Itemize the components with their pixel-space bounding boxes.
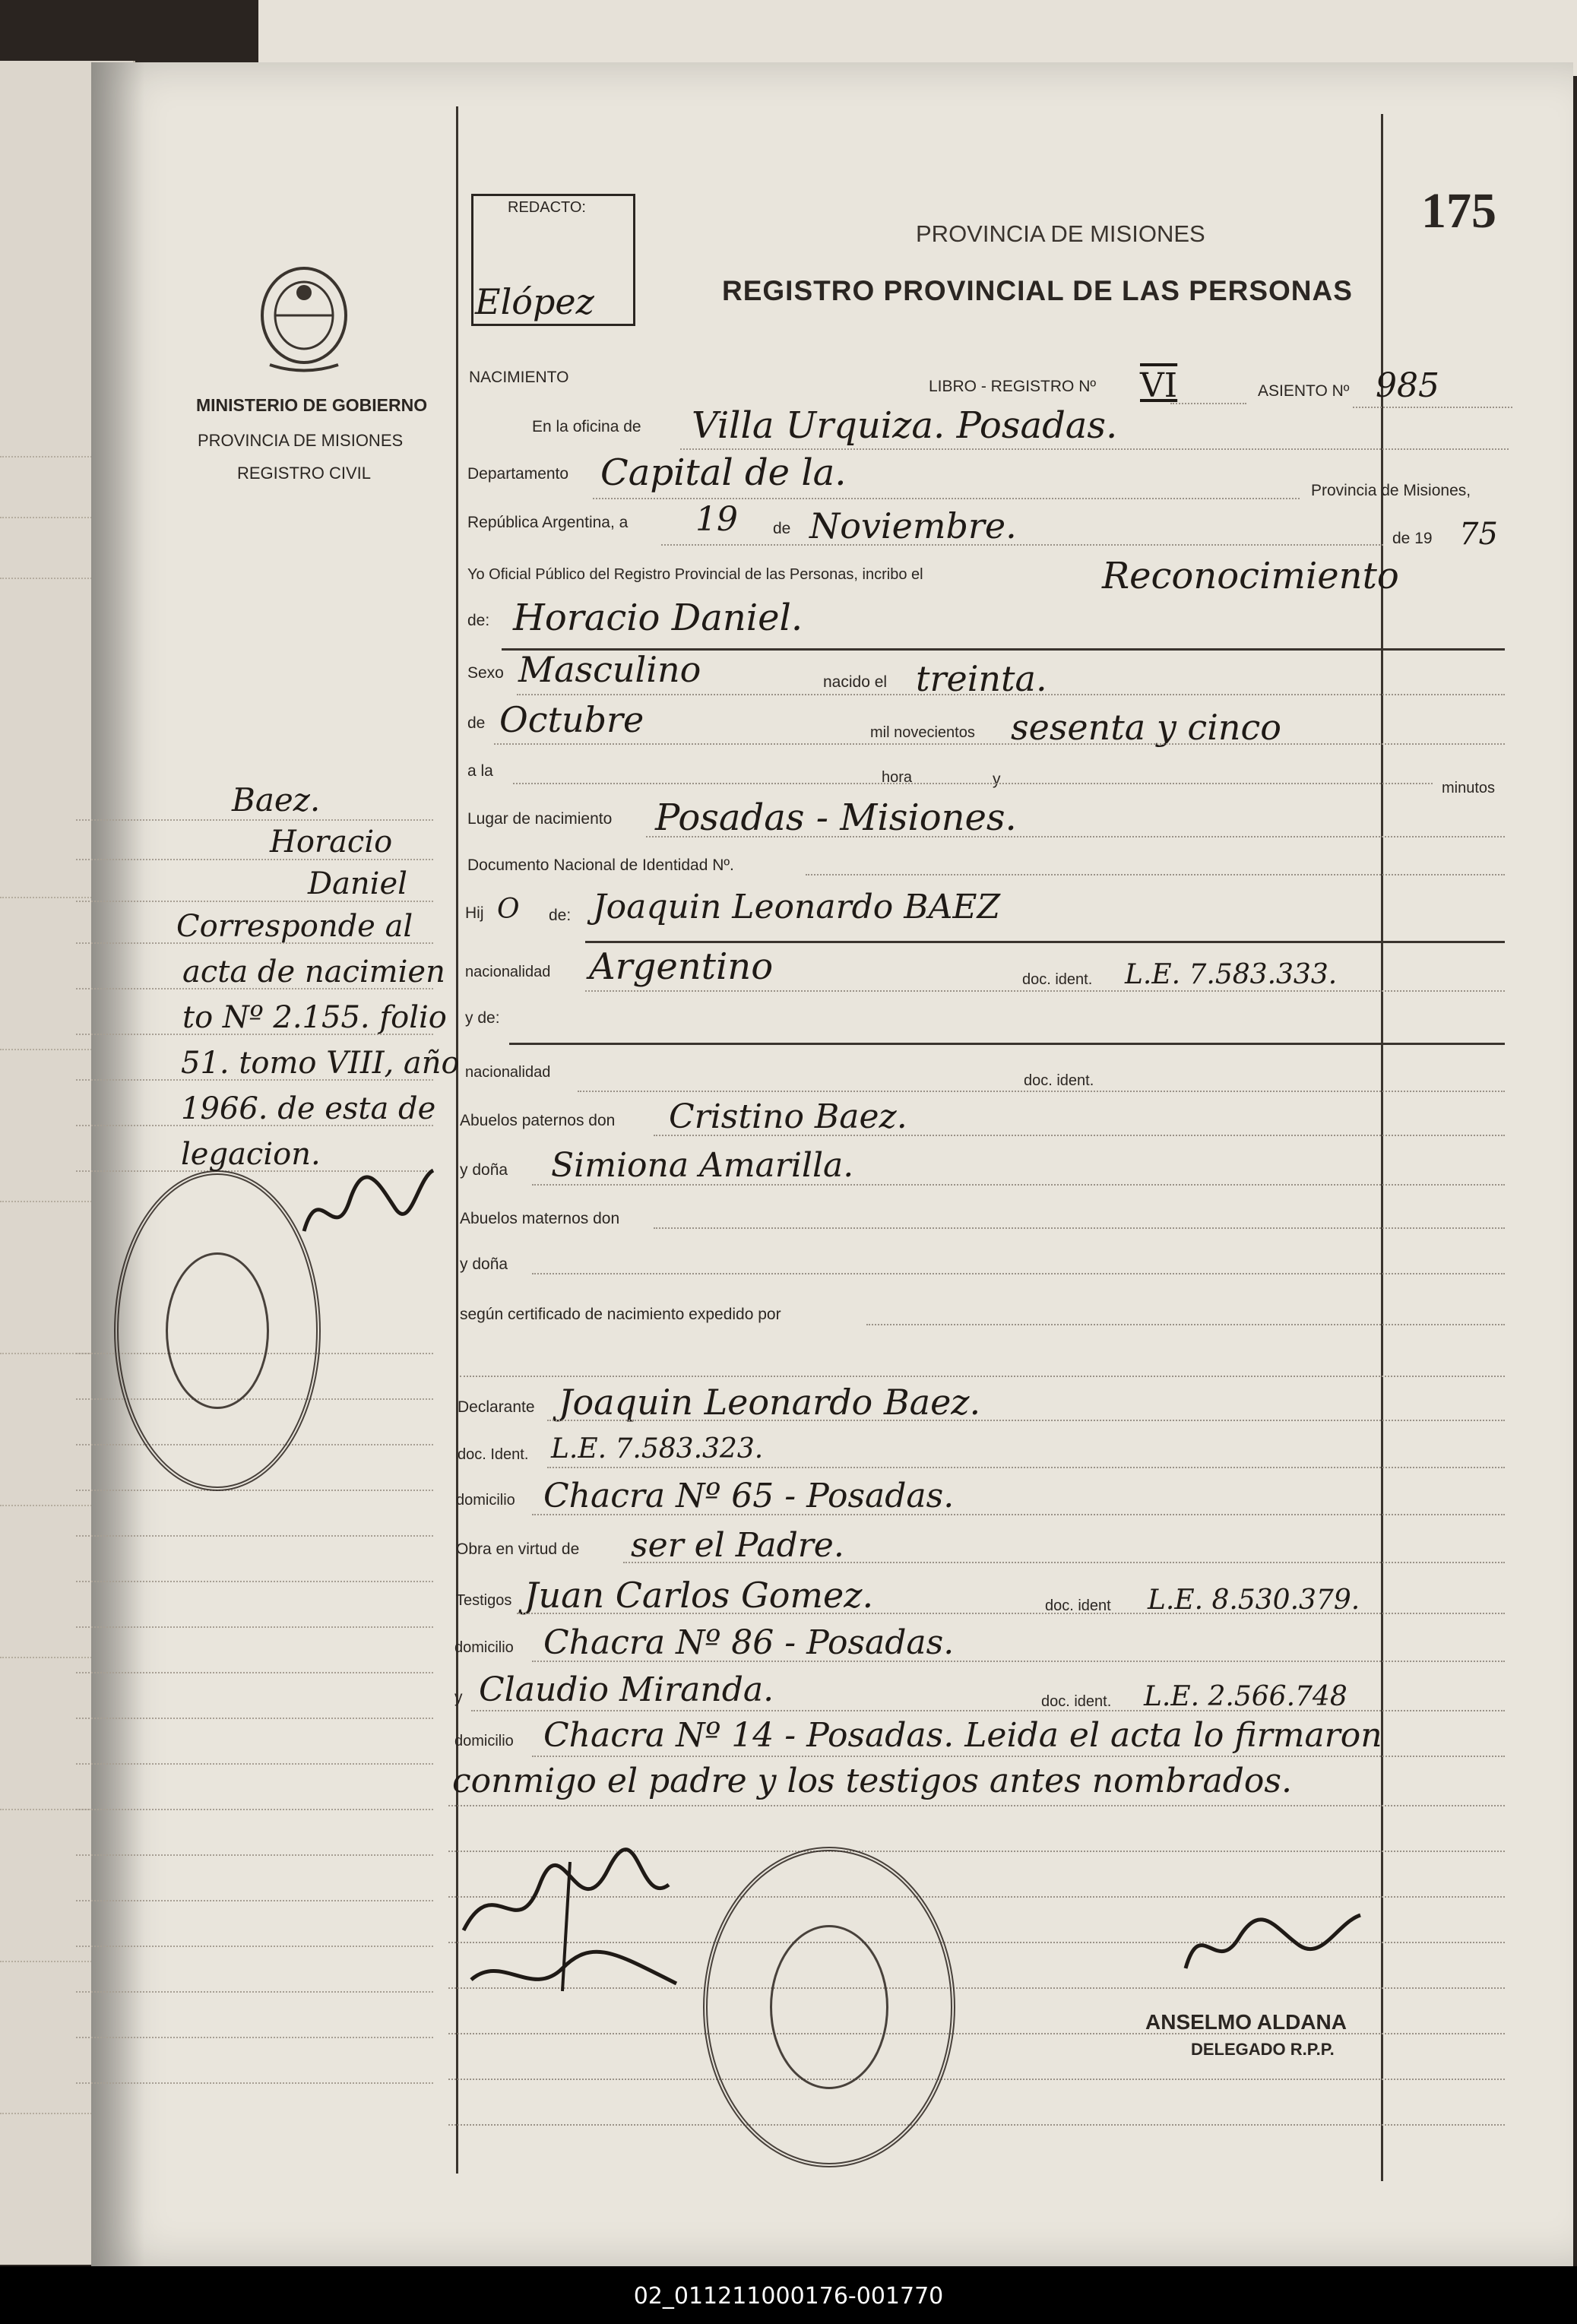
docid-value: L.E. 7.583.323. [551, 1433, 764, 1464]
doc-label: doc. ident. [1022, 971, 1093, 988]
ministry-line3: REGISTRO CIVIL [237, 464, 372, 483]
republica-label: República Argentina, a [467, 514, 629, 531]
y-label: y [993, 771, 1001, 788]
month-value: Noviembre. [809, 505, 1017, 546]
domicilio2-value: Chacra Nº 86 - Posadas. [543, 1623, 955, 1662]
dni-label: Documento Nacional de Identidad Nº. [467, 856, 734, 874]
yde-label: y de: [465, 1009, 500, 1027]
margin-signature-icon [289, 1163, 441, 1254]
de2-label: de: [467, 612, 490, 629]
mes-value: Octubre [499, 699, 644, 740]
ministry-line1: MINISTERIO DE GOBIERNO [196, 395, 428, 415]
domicilio3-label: domicilio [454, 1733, 514, 1749]
redacto-signature: Elópez [475, 281, 594, 322]
declarante-label: Declarante [458, 1398, 535, 1416]
declarante-value: Joaquin Leonardo Baez. [559, 1382, 981, 1423]
provincia-label: Provincia de Misiones, [1311, 482, 1471, 499]
officer-signature-icon [1170, 1900, 1368, 1991]
asiento-value: 985 [1376, 366, 1439, 405]
padre-value: Joaquin Leonardo BAEZ [593, 888, 1001, 926]
margin-note-line-8: 1966. de esta de [181, 1091, 436, 1126]
lugar-label: Lugar de nacimiento [467, 810, 613, 828]
dona2-label: y doña [460, 1255, 508, 1273]
document-id: 02_011211000176-001770 [633, 2283, 944, 2310]
testigos-label: Testigos [456, 1592, 512, 1609]
doc3-label: doc. ident [1045, 1597, 1111, 1614]
nac-label: nacionalidad [465, 964, 551, 980]
sexo-label: Sexo [467, 664, 504, 682]
nacido-value: treinta. [916, 658, 1047, 699]
abuelo-p-value: Cristino Baez. [669, 1097, 907, 1136]
ala-label: a la [467, 762, 493, 780]
abuela-p-value: Simiona Amarilla. [551, 1146, 854, 1185]
oficina-label: En la oficina de [532, 418, 641, 435]
doc2-label: doc. ident. [1024, 1072, 1094, 1089]
domicilio-value: Chacra Nº 65 - Posadas. [543, 1477, 955, 1515]
oficial-label: Yo Oficial Público del Registro Provincial de las Personas, incribo el [467, 566, 923, 583]
anio-value: sesenta y cinco [1011, 707, 1281, 748]
hijo-label: Hij [465, 904, 484, 922]
year-value: 75 [1459, 517, 1498, 552]
doc4-label: doc. ident. [1041, 1693, 1112, 1710]
domicilio-label: domicilio [456, 1492, 515, 1509]
testigo1-doc: L.E. 8.530.379. [1148, 1585, 1360, 1616]
y2-label: y [454, 1689, 463, 1706]
name-value: Horacio Daniel. [513, 597, 803, 639]
testigo1-value: Juan Carlos Gomez. [524, 1575, 874, 1616]
margin-note-line-9: legacion. [181, 1137, 321, 1172]
officer-title: DELEGADO R.P.P. [1191, 2040, 1335, 2059]
page-fold-shadow [91, 62, 144, 2266]
official-stamp-bottom [703, 1847, 955, 2167]
closing-value: conmigo el padre y los testigos antes nombrados. [452, 1762, 1292, 1800]
day-value: 19 [695, 500, 738, 539]
registry-title: REGISTRO PROVINCIAL DE LAS PERSONAS [722, 275, 1353, 306]
abuelos-m-label: Abuelos maternos don [460, 1210, 620, 1227]
departamento-value: Capital de la. [600, 451, 847, 494]
margin-note-line-4: Corresponde al [176, 909, 413, 944]
testigo2-doc: L.E. 2.566.748 [1144, 1681, 1347, 1712]
margin-note-line-1: Baez. [232, 781, 321, 818]
segun-label: según certificado de nacimiento expedido por [460, 1306, 781, 1323]
departamento-label: Departamento [467, 465, 569, 483]
mil-label: mil novecientos [870, 724, 975, 741]
libro-label: LIBRO - REGISTRO Nº [929, 378, 1097, 395]
nac2-label: nacionalidad [465, 1064, 551, 1081]
redacto-label: REDACTO: [508, 199, 586, 216]
de4-label: de: [549, 907, 572, 924]
nacido-label: nacido el [823, 673, 888, 691]
folio-number: 175 [1421, 183, 1496, 239]
margin-note-line-3: Daniel [308, 866, 407, 901]
hijo-suffix: O [497, 894, 520, 925]
margin-note-line-7: 51. tomo VIII, año [181, 1046, 460, 1081]
act-value: Reconocimiento [1102, 555, 1399, 597]
obra-value: ser el Padre. [631, 1526, 844, 1565]
year-label: de 19 [1392, 530, 1433, 547]
obra-label: Obra en virtud de [456, 1540, 580, 1558]
signatures-icon [448, 1839, 707, 2006]
domicilio2-label: domicilio [454, 1639, 514, 1656]
margin-note-line-2: Horacio [270, 825, 393, 860]
oficina-value: Villa Urquiza. Posadas. [692, 404, 1118, 447]
sexo-value: Masculino [518, 649, 701, 690]
lugar-value: Posadas - Misiones. [655, 796, 1017, 839]
docid-label: doc. Ident. [458, 1446, 529, 1463]
nac-value: Argentino [589, 945, 774, 988]
libro-value: VI [1140, 366, 1178, 405]
testigo2-value: Claudio Miranda. [479, 1670, 774, 1709]
record-type: NACIMIENTO [469, 369, 569, 386]
de-label: de [773, 520, 791, 537]
de3-label: de [467, 714, 486, 732]
abuelos-p-label: Abuelos paternos don [460, 1112, 616, 1129]
hora-label: hora [882, 769, 913, 786]
ministry-line2: PROVINCIA DE MISIONES [198, 431, 404, 450]
officer-name: ANSELMO ALDANA [1145, 2010, 1347, 2034]
dona-label: y doña [460, 1161, 508, 1179]
margin-note-line-6: to Nº 2.155. folio [182, 1000, 447, 1035]
margin-note-line-5: acta de nacimien [182, 955, 445, 989]
minutos-label: minutos [1442, 780, 1496, 796]
right-border [1381, 114, 1383, 2181]
doc-value: L.E. 7.583.333. [1125, 959, 1338, 990]
coat-of-arms-icon [255, 262, 353, 376]
province-title: PROVINCIA DE MISIONES [916, 220, 1205, 247]
domicilio3-value: Chacra Nº 14 - Posadas. Leida el acta lo firmaron [543, 1716, 1382, 1755]
asiento-label: ASIENTO Nº [1258, 382, 1350, 400]
